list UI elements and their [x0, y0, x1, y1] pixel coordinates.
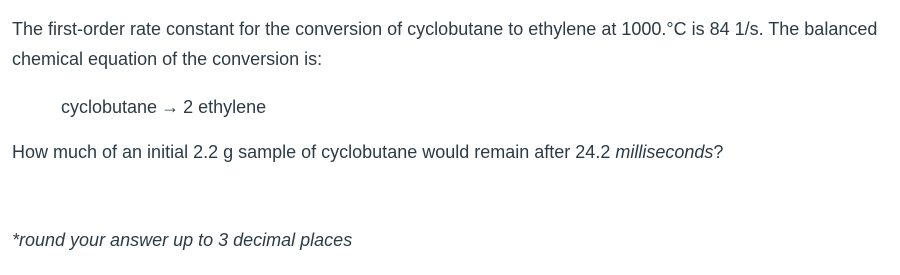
equation-product: 2 ethylene [183, 97, 267, 117]
question-prompt-end: ? [713, 142, 724, 162]
right-arrow-icon: → [161, 97, 180, 117]
question-prompt-text: How much of an initial 2.2 g sample of cyclobutane would remain after 24.2 [12, 142, 616, 162]
chemical-equation [61, 95, 892, 119]
question-block [12, 14, 892, 165]
question-prompt [12, 139, 892, 165]
rounding-note: *round your answer up to 3 decimal places [12, 230, 353, 250]
equation-reactant: cyclobutane [61, 97, 158, 117]
question-intro: The first-order rate constant for the conversion of cyclobutane to ethylene at 1000.°C is 84 1/s. The balanced chemical equation of the conversion is: [12, 19, 878, 69]
question-prompt-emphasis: milliseconds [615, 142, 714, 162]
